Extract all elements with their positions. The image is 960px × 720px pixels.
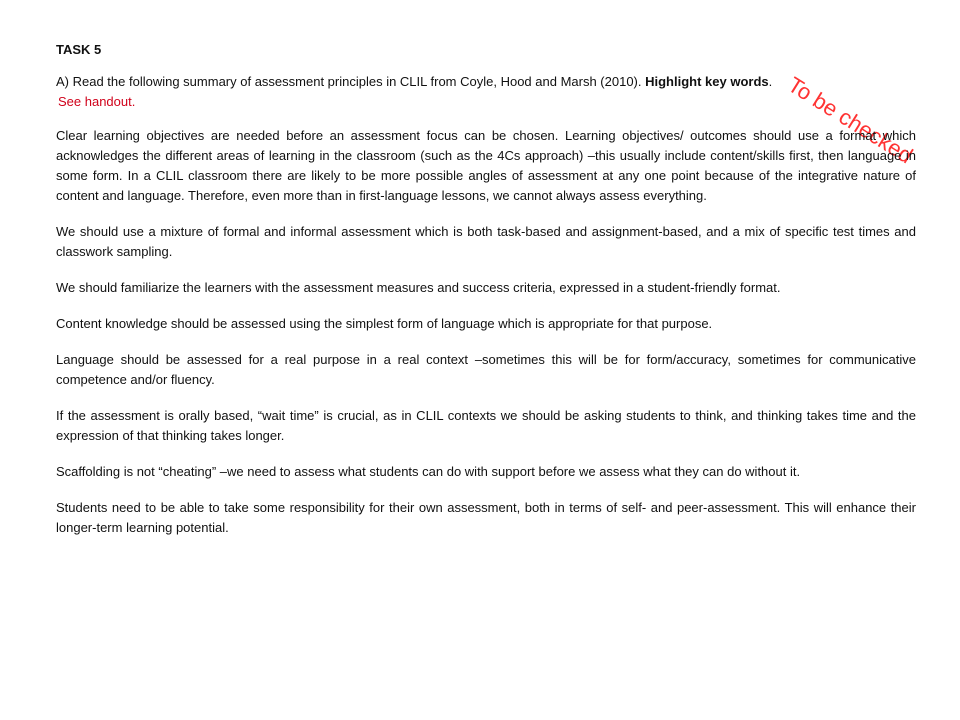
- paragraph-familiarize: We should familiarize the learners with the assessment measures and success criteria, expressed in a student-friendly format.: [56, 280, 781, 295]
- task-instruction: [56, 72, 916, 92]
- instruction-text: A) Read the following summary of assessment principles in CLIL from Coyle, Hood and Marsh (2010).: [56, 74, 646, 89]
- paragraph-formal-informal: We should use a mixture of formal and informal assessment which is both task-based and assignment-based, and a mix of specific test times and classwork sampling.: [56, 224, 916, 259]
- document-page: [56, 40, 916, 554]
- paragraph-content-knowledge: Content knowledge should be assessed using the simplest form of language which is appropriate for that purpose.: [56, 316, 713, 331]
- instruction-highlight: Highlight key words: [645, 74, 769, 89]
- paragraph-scaffolding: Scaffolding is not “cheating” –we need to assess what students can do with support before we assess what they can do without it.: [56, 464, 801, 479]
- paragraph-language: Language should be assessed for a real purpose in a real context –sometimes this will be for form/accuracy, sometimes for communicative competence and/or fluency.: [56, 352, 916, 387]
- handout-note: See handout.: [58, 94, 136, 109]
- instruction-end: .: [768, 74, 773, 89]
- paragraph-objectives: Clear learning objectives are needed before an assessment focus can be chosen. Learning objectives/ outcomes should use a format which acknowledges the different areas of learning in the classroom (such as the 4Cs approach) –this usually include content/skills first, then language in some form. In a CLIL classroom there are likely to be more possible angles of assessment at any one point because of the integrative nature of content and language. Therefore, even more than in first-language lessons, we cannot always assess everything.: [56, 128, 916, 203]
- to-be-checked-stamp: To be checked: [783, 71, 918, 169]
- paragraph-wait-time: If the assessment is orally based, “wait time” is crucial, as in CLIL contexts we should be asking students to think, and thinking takes time and the expression of that thinking takes longer.: [56, 408, 916, 443]
- paragraph-responsibility: Students need to be able to take some responsibility for their own assessment, both in terms of self- and peer-assessment. This will enhance their longer-term learning potential.: [56, 500, 916, 535]
- task-title: TASK 5: [56, 42, 102, 57]
